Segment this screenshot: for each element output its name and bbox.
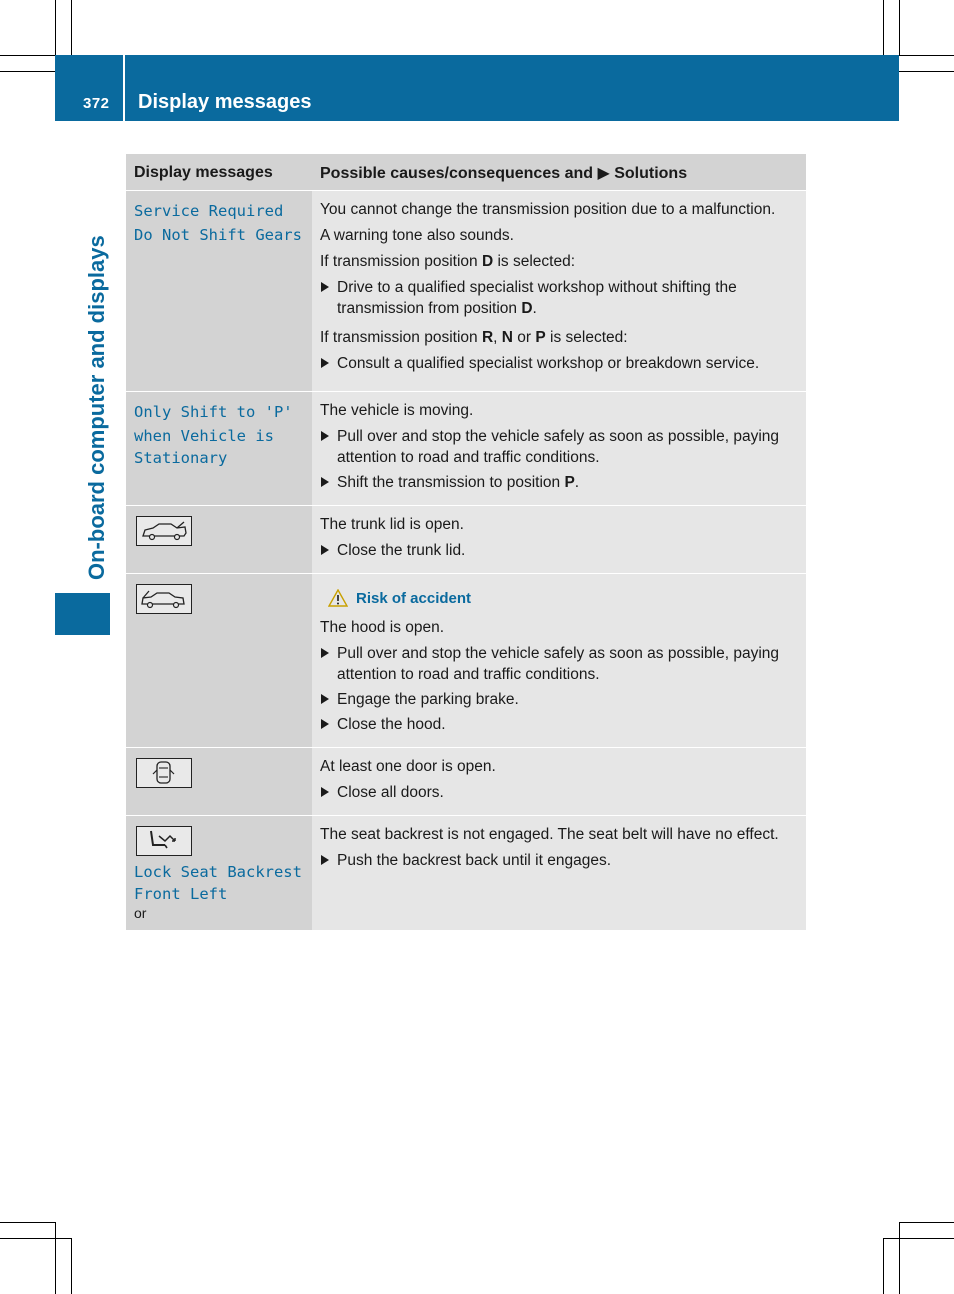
crop-mark: [0, 1222, 56, 1223]
table-row: [126, 506, 806, 574]
cause-text: The hood is open.: [320, 619, 445, 636]
display-messages-table: [126, 154, 806, 930]
crop-mark: [883, 1238, 954, 1239]
crop-mark: [0, 55, 56, 56]
column-header: Display messages: [126, 154, 312, 191]
crop-mark: [55, 0, 56, 56]
seat-backrest-icon: [136, 826, 192, 856]
solution-step: Drive to a qualified specialist workshop without shifting the transmission from position D.: [320, 277, 800, 319]
solution-cell: [312, 506, 806, 574]
solution-step: Close the hood.: [320, 714, 800, 735]
cause-text: A warning tone also sounds.: [320, 227, 514, 244]
crop-mark: [0, 71, 56, 72]
message-cell: [126, 392, 312, 506]
solution-step: Engage the parking brake.: [320, 689, 800, 710]
table-row: [126, 392, 806, 506]
cause-text: At least one door is open.: [320, 758, 496, 775]
crop-mark: [55, 1222, 56, 1294]
message-cell: [126, 191, 312, 392]
chapter-tab-marker: [55, 593, 110, 635]
crop-mark: [899, 55, 954, 56]
solution-step: Shift the transmission to position P.: [320, 472, 800, 493]
solution-step: Close all doors.: [320, 782, 800, 803]
crop-mark: [71, 0, 72, 56]
solution-step: Pull over and stop the vehicle safely as soon as possible, paying attention to road and traffic conditions.: [320, 643, 800, 685]
cause-text: The vehicle is moving.: [320, 402, 474, 419]
chapter-title: On-board computer and displays: [84, 235, 109, 580]
solution-step: Close the trunk lid.: [320, 540, 800, 561]
display-message-line: Only Shift to 'P': [134, 403, 293, 421]
page-number-box: [55, 55, 125, 121]
crop-mark: [883, 0, 884, 56]
table-row: [126, 816, 806, 930]
alternative-note: or: [134, 905, 147, 921]
door-open-icon: [136, 758, 192, 788]
crop-mark: [899, 1222, 900, 1294]
solution-step: Consult a qualified specialist workshop or breakdown service.: [320, 353, 800, 374]
crop-mark: [0, 1238, 71, 1239]
display-message-line: Do Not Shift Gears: [134, 226, 302, 244]
cause-text: You cannot change the transmission position due to a malfunction.: [320, 201, 776, 218]
table-row: [126, 748, 806, 816]
page-header: [55, 55, 899, 121]
message-cell: [126, 748, 312, 816]
crop-mark: [899, 0, 900, 56]
page-number: 372: [83, 95, 110, 112]
table-header-row: [126, 154, 806, 191]
column-header: Possible causes/consequences and ▶ Solutions: [312, 154, 806, 191]
solution-step: Push the backrest back until it engages.: [320, 850, 800, 871]
table-row: [126, 574, 806, 748]
display-message-line: Service Required: [134, 202, 284, 220]
message-cell: [126, 574, 312, 748]
display-message-line: Lock Seat Backrest: [134, 863, 302, 881]
crop-mark: [883, 1238, 884, 1294]
hood-open-icon: [136, 584, 192, 614]
solution-cell: [312, 392, 806, 506]
crop-mark: [71, 1238, 72, 1294]
crop-mark: [899, 1222, 954, 1223]
solution-step: Pull over and stop the vehicle safely as soon as possible, paying attention to road and traffic conditions.: [320, 426, 800, 468]
crop-mark: [899, 71, 954, 72]
trunk-open-icon: [136, 516, 192, 546]
solution-cell: [312, 748, 806, 816]
solution-cell: [312, 574, 806, 748]
cause-text: The trunk lid is open.: [320, 516, 464, 533]
cause-text: If transmission position D is selected:: [320, 253, 576, 270]
display-message-line: when Vehicle is: [134, 427, 274, 445]
message-cell: [126, 506, 312, 574]
warning-text: Risk of accident: [356, 590, 472, 607]
warning-triangle-icon: [328, 589, 348, 607]
cause-text: If transmission position R, N or P is selected:: [320, 329, 628, 346]
solution-cell: [312, 816, 806, 930]
warning-heading: [320, 588, 800, 609]
message-cell: [126, 816, 312, 930]
solution-cell: [312, 191, 806, 392]
cause-text: The seat backrest is not engaged. The seat belt will have no effect.: [320, 826, 779, 843]
table-row: [126, 191, 806, 392]
section-title: Display messages: [138, 91, 312, 113]
display-message-line: Front Left: [134, 885, 228, 903]
display-message-line: Stationary: [134, 449, 228, 467]
